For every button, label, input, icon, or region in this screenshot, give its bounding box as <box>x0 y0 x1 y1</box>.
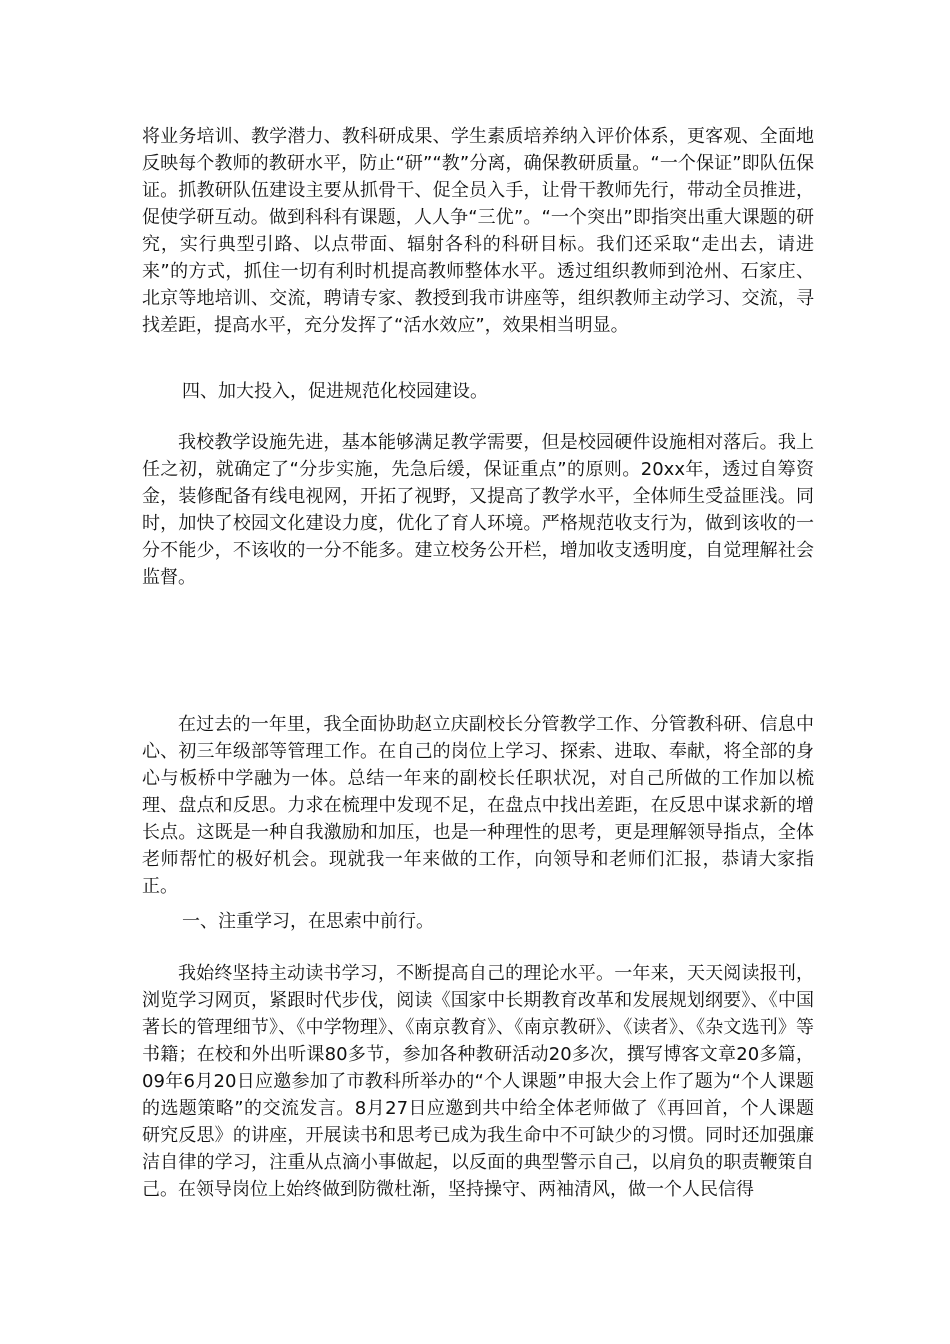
section-heading-one <box>142 908 814 935</box>
paragraph-evaluation-system <box>142 123 814 339</box>
section-heading-four <box>142 378 814 405</box>
paragraph-text: 将业务培训、教学潜力、教科研成果、学生素质培养纳入评价体系，更客观、全面地反映每个教师的教研水平，防止“研”“教”分离，确保教研质量。“一个保证”即队伍保证。抓教研队伍建设主要从抓骨干、促全员入手，让骨干教师先行，带动全员推进，促使学研互动。做到科科有课题，人人争“三优”。“一个突出”即指突出重大课题的研究，实行典型引路、以点带面、辐射各科的科研目标。我们还采取“走出去，请进来”的方式，抓住一切有利时机提高教师整体水平。透过组织教师到沧州、石家庄、北京等地培训、交流，聘请专家、教授到我市讲座等，组织教师主动学习、交流，寻找差距，提高水平，充分发挥了“活水效应”，效果相当明显。 <box>142 126 814 336</box>
paragraph-past-year <box>142 711 814 900</box>
paragraph-text: 我校教学设施先进，基本能够满足教学需要，但是校园硬件设施相对落后。我上任之初，就确定了“分步实施，先急后缓，保证重点”的原则。20xx年，透过自筹资金，装修配备有线电视网，开拓了视野，又提高了教学水平，全体师生受益匪浅。同时，加快了校园文化建设力度，优化了育人环境。严格规范收支行为，做到该收的一分不能少，不该收的一分不能多。建立校务公开栏，增加收支透明度，自觉理解社会监督。 <box>142 432 814 588</box>
paragraph-study <box>142 960 814 1203</box>
paragraph-text: 我始终坚持主动读书学习，不断提高自己的理论水平。一年来，天天阅读报刊，浏览学习网页，紧跟时代步伐，阅读《国家中长期教育改革和发展规划纲要》、《中国著长的管理细节》、《中学物理》、《南京教育》、《南京教研》、《读者》、《杂文选刊》等书籍；在校和外出听课80多节，参加各种教研活动20多次，撰写博客文章20多篇，09年6月20日应邀参加了市教科所举办的“个人课题”申报大会上作了题为“个人课题的选题策略”的交流发言。8月27日应邀到共中给全体老师做了《再回首，个人课题研究反思》的讲座，开展读书和思考已成为我生命中不可缺少的习惯。同时还加强廉洁自律的学习，注重从点滴小事做起，以反面的典型警示自己，以肩负的职责鞭策自己。在领导岗位上始终做到防微杜渐，坚持操守、两袖清风，做一个人民信得 <box>142 963 814 1200</box>
paragraph-facilities <box>142 429 814 591</box>
heading-text: 一、注重学习，在思索中前行。 <box>182 911 434 932</box>
heading-text: 四、加大投入，促进规范化校园建设。 <box>182 381 488 402</box>
paragraph-text: 在过去的一年里，我全面协助赵立庆副校长分管教学工作、分管教科研、信息中心、初三年级部等管理工作。在自己的岗位上学习、探索、进取、奉献，将全部的身心与板桥中学融为一体。总结一年来的副校长任职状况，对自己所做的工作加以梳理、盘点和反思。力求在梳理中发现不足，在盘点中找出差距，在反思中谋求新的增长点。这既是一种自我激励和加压，也是一种理性的思考，更是理解领导指点，全体老师帮忙的极好机会。现就我一年来做的工作，向领导和老师们汇报，恭请大家指正。 <box>142 714 814 897</box>
